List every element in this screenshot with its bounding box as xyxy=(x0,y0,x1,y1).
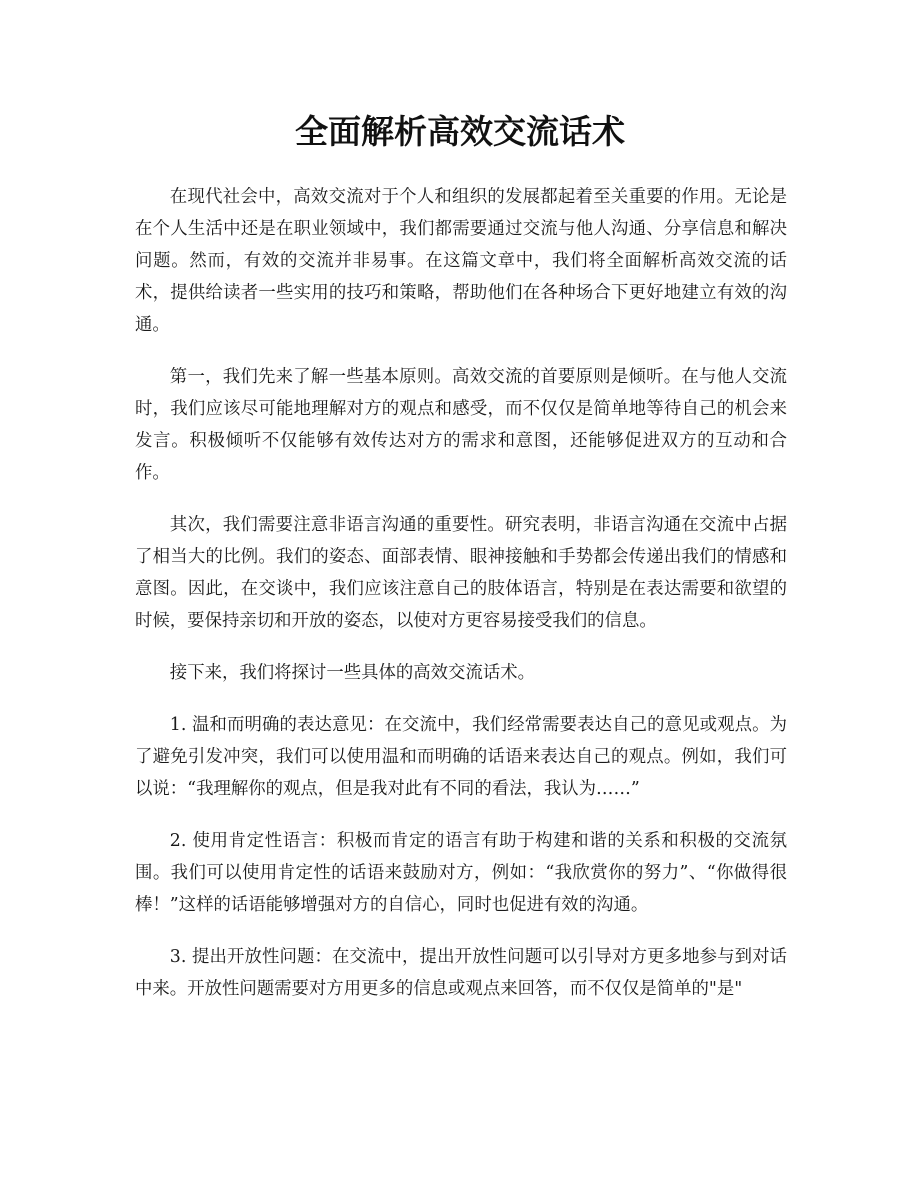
paragraph-first-principle: 第一，我们先来了解一些基本原则。高效交流的首要原则是倾听。在与他人交流时，我们应该尽可能地理解对方的观点和感受，而不仅仅是简单地等待自己的机会来发言。积极倾听不仅能够有效传达对方的需求和意图，还能够促进双方的互动和合作。 xyxy=(135,367,787,483)
paragraph-tip-2: 2. 使用肯定性语言：积极而肯定的语言有助于构建和谐的关系和积极的交流氛围。我们可以使用肯定性的话语来鼓励对方，例如：“我欣赏你的努力”、“你做得很棒！”这样的话语能够增强对方的自信心，同时也促进有效的沟通。 xyxy=(135,831,787,915)
paragraph-intro: 在现代社会中，高效交流对于个人和组织的发展都起着至关重要的作用。无论是在个人生活中还是在职业领域中，我们都需要通过交流与他人沟通、分享信息和解决问题。然而，有效的交流并非易事。在这篇文章中，我们将全面解析高效交流的话术，提供给读者一些实用的技巧和策略，帮助他们在各种场合下更好地建立有效的沟通。 xyxy=(135,187,787,335)
document-body xyxy=(135,181,787,1025)
paragraph-tip-3: 3. 提出开放性问题：在交流中，提出开放性问题可以引导对方更多地参与到对话中来。开放性问题需要对方用更多的信息或观点来回答，而不仅仅是简单的"是" xyxy=(135,947,787,999)
document-title: 全面解析高效交流话术 xyxy=(295,112,625,151)
paragraph-nonverbal: 其次，我们需要注意非语言沟通的重要性。研究表明，非语言沟通在交流中占据了相当大的比例。我们的姿态、面部表情、眼神接触和手势都会传递出我们的情感和意图。因此，在交谈中，我们应该注意自己的肢体语言，特别是在表达需要和欲望的时候，要保持亲切和开放的姿态，以使对方更容易接受我们的信息。 xyxy=(135,515,787,631)
paragraph-tip-1: 1. 温和而明确的表达意见：在交流中，我们经常需要表达自己的意见或观点。为了避免引发冲突，我们可以使用温和而明确的话语来表达自己的观点。例如，我们可以说：“我理解你的观点，但是我对此有不同的看法，我认为……” xyxy=(135,715,787,799)
paragraph-transition: 接下来，我们将探讨一些具体的高效交流话术。 xyxy=(169,663,536,683)
